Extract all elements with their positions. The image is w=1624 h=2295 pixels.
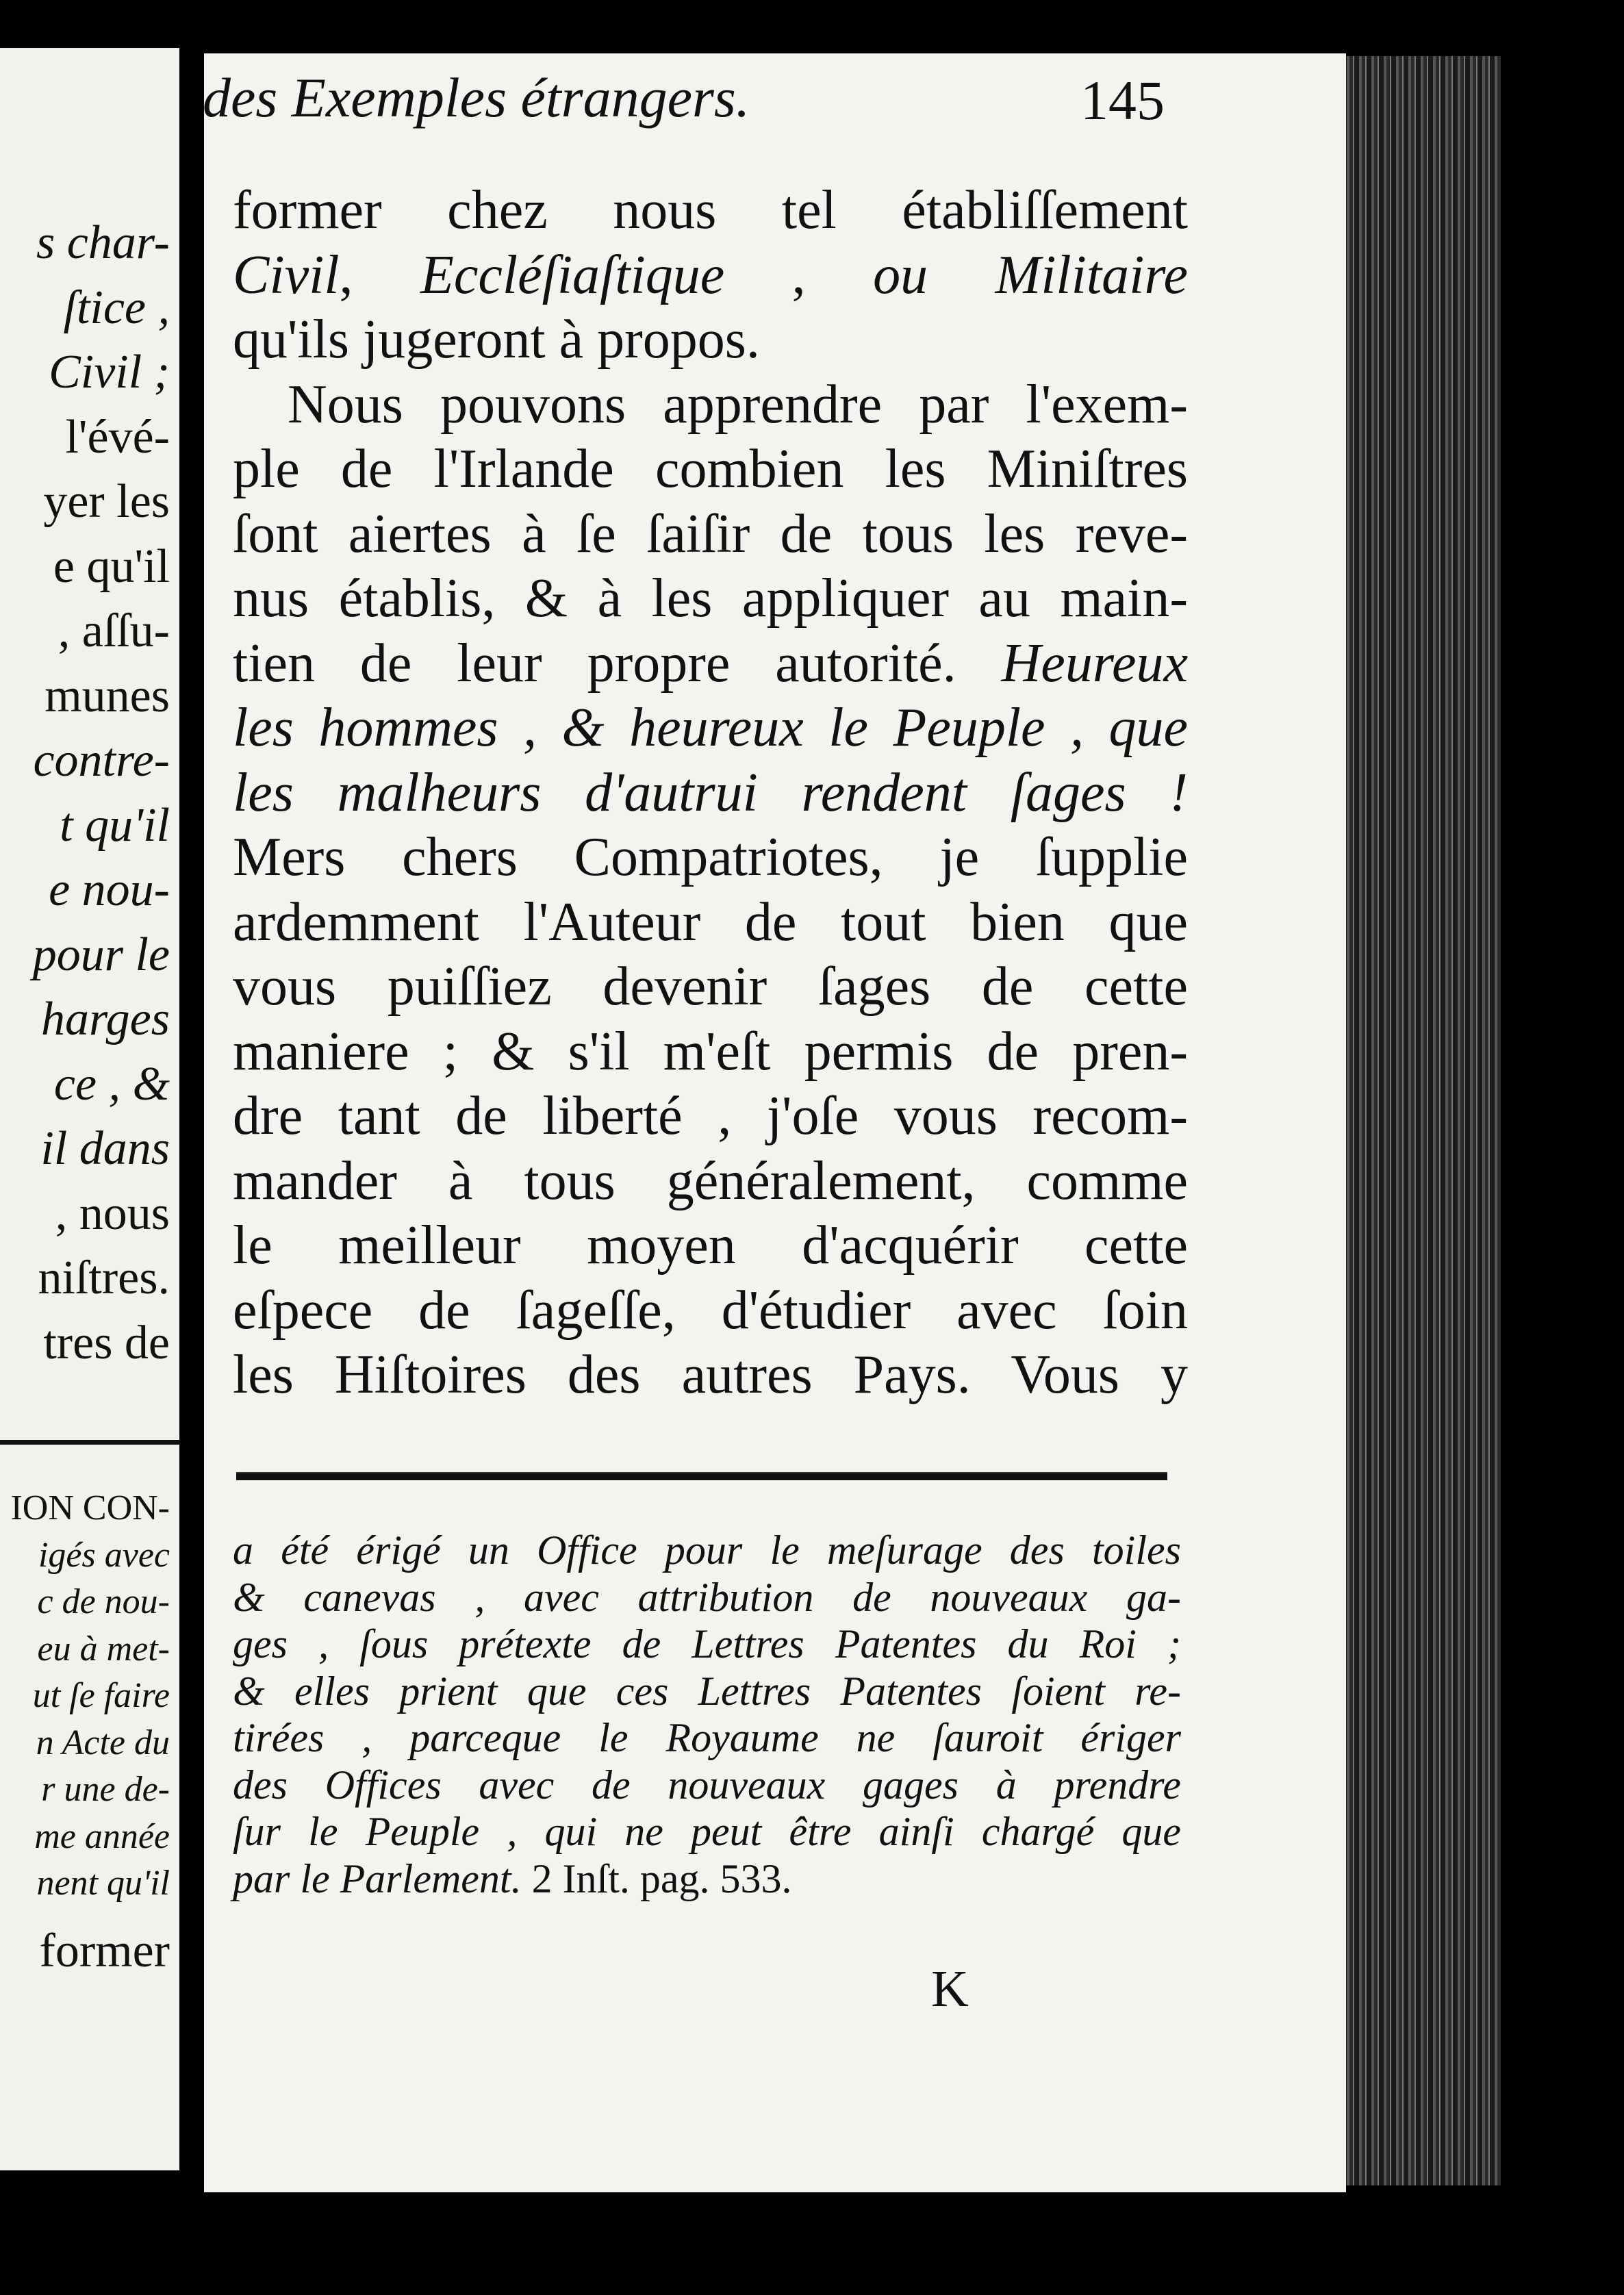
text-line: les Hiſtoires des autres Pays. Vous y xyxy=(233,1345,1188,1405)
text-line: qu'ils jugeront à propos. xyxy=(233,309,760,370)
text-line: vous puiſſiez devenir ſages de cette xyxy=(233,956,1188,1017)
text-line: ardemment l'Auteur de tout bien que xyxy=(233,891,1188,952)
text-line: les malheurs d'autrui rendent ſages ! xyxy=(233,762,1188,823)
text-line: ſont aiertes à ſe ſaiſir de tous les reve- xyxy=(233,503,1188,564)
footnote-line: ſur le Peuple , qui ne peut être ainſi chargé que xyxy=(233,1809,1181,1854)
left-page-note-line: n Acte du xyxy=(36,1723,170,1762)
left-page-line: , aſſu- xyxy=(58,605,170,657)
left-page-note-line: former xyxy=(39,1924,170,1977)
text-span xyxy=(928,245,995,305)
text-line: Nous pouvons apprendre par l'exem- xyxy=(288,374,1188,435)
footnote-line xyxy=(233,1855,1181,1903)
text-line xyxy=(233,631,1188,696)
footnote-text xyxy=(233,1527,1181,1902)
text-line: nus établis, & à les appliquer au main- xyxy=(233,568,1188,629)
footnote-line: & elles prient que ces Lettres Patentes ſoient re- xyxy=(233,1668,1181,1714)
text-span: par le Parlement. xyxy=(233,1855,532,1901)
left-page-line: l'évé- xyxy=(65,410,170,464)
left-page-note-line: nent qu'il xyxy=(36,1864,170,1903)
text-span: Militaire xyxy=(995,244,1189,305)
text-line: ple de l'Irlande combien les Miniſtres xyxy=(233,439,1188,499)
footnote-line: tirées , parceque le Royaume ne ſauroit ériger xyxy=(233,1715,1181,1760)
left-page-note-line: me année xyxy=(34,1816,170,1856)
text-line: le meilleur moyen d'acquérir cette xyxy=(233,1215,1188,1276)
left-page-line: ce , & xyxy=(53,1057,170,1111)
text-span: Eccléſiaſtique xyxy=(420,244,725,305)
left-facing-page xyxy=(0,48,179,2170)
text-line xyxy=(233,243,1188,308)
left-page-line: pour le xyxy=(32,928,170,981)
text-span: tien de leur propre autorité. xyxy=(233,633,1002,694)
footnote-line: ges , ſous prétexte de Lettres Patentes du Roi ; xyxy=(233,1621,1181,1666)
left-page-line: tres de xyxy=(43,1316,170,1369)
page-number: 145 xyxy=(1080,69,1165,131)
left-page-line: Civil ; xyxy=(49,346,170,398)
left-page-line: , nous xyxy=(55,1187,170,1240)
left-page-line: t qu'il xyxy=(60,798,170,852)
text-line: Mers chers Compatriotes, je ſupplie xyxy=(233,827,1188,887)
text-line: mander à tous généralement, comme xyxy=(233,1150,1188,1211)
footnote-rule xyxy=(236,1472,1167,1480)
left-page-line: s char- xyxy=(36,216,170,269)
text-span: , xyxy=(724,244,874,305)
footnote-line: & canevas , avec attribution de nouveaux ga- xyxy=(233,1574,1181,1620)
left-page-note-line: c de nou- xyxy=(37,1582,170,1621)
left-page-note-line: ION CON- xyxy=(10,1488,170,1527)
text-span: Civil xyxy=(233,244,340,305)
left-page-line: ſtice , xyxy=(63,281,170,334)
text-line: dre tant de liberté , j'oſe vous recom- xyxy=(233,1086,1188,1146)
left-page-line: yer les xyxy=(43,475,170,528)
footnote-line: a été érigé un Office pour le meſurage des toiles xyxy=(233,1527,1181,1573)
left-page-line: contre- xyxy=(33,734,170,787)
text-span: ou xyxy=(873,244,928,305)
footnote-line: des Offices avec de nouveaux gages à prendre xyxy=(233,1762,1181,1808)
left-page-line: niſtres. xyxy=(38,1252,170,1304)
text-line: former chez nous tel établiſſement xyxy=(233,180,1188,240)
left-page-note-line: ut ſe faire xyxy=(32,1676,170,1715)
text-line: les hommes , & heureux le Peuple , que xyxy=(233,698,1188,758)
citation: 2 Inſt. pag. 533. xyxy=(531,1855,792,1901)
left-page-note-line: eu à met- xyxy=(37,1629,170,1669)
running-title: des Exemples étrangers. xyxy=(203,66,750,129)
text-span: Heureux xyxy=(1001,633,1188,694)
left-page-note-line: igés avec xyxy=(38,1535,170,1575)
left-page-line: e nou- xyxy=(49,863,170,916)
text-line: maniere ; & s'il m'eſt permis de pren- xyxy=(233,1021,1188,1082)
left-page-line: harges xyxy=(41,993,170,1045)
body-text xyxy=(233,178,1188,1408)
left-page-note-line: r une de- xyxy=(41,1770,170,1809)
text-span: , xyxy=(339,244,420,305)
left-page-line: munes xyxy=(45,669,170,722)
left-page-line: e qu'il xyxy=(53,540,170,593)
left-page-line: il dans xyxy=(40,1122,170,1175)
left-page-rule xyxy=(0,1440,179,1445)
signature-mark: K xyxy=(931,1960,969,2018)
text-line: eſpece de ſageſſe, d'étudier avec ſoin xyxy=(233,1280,1188,1341)
book-page-edges xyxy=(1342,56,1501,2185)
